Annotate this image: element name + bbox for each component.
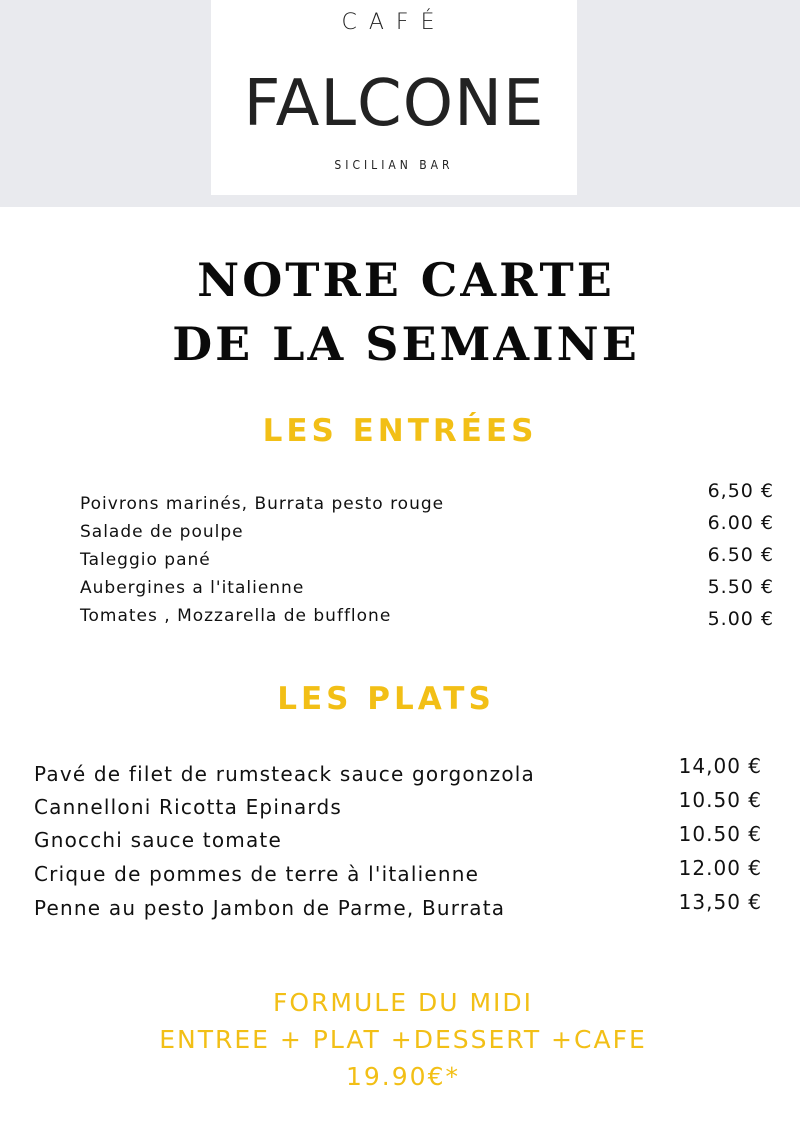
formule-price: 19.90€*	[346, 1062, 460, 1091]
plat-name: Pavé de filet de rumsteack sauce gorgonzola	[34, 762, 535, 786]
entree-price: 5.50 €	[707, 576, 774, 598]
entree-name: Salade de poulpe	[80, 522, 244, 542]
logo-cafe-text: CAFÉ	[341, 10, 447, 35]
formule-content: ENTREE + PLAT +DESSERT +CAFE	[159, 1025, 647, 1054]
entree-price: 6,50 €	[707, 480, 774, 502]
plat-name: Crique de pommes de terre à l'italienne	[34, 862, 480, 886]
entree-name: Tomates , Mozzarella de bufflone	[80, 606, 392, 626]
plat-price: 14,00 €	[678, 754, 762, 778]
entree-price: 6.00 €	[707, 512, 774, 534]
plat-name: Cannelloni Ricotta Epinards	[34, 795, 343, 819]
entree-name: Poivrons marinés, Burrata pesto rouge	[80, 494, 445, 514]
entree-name: Taleggio pané	[80, 550, 211, 570]
formule-du-midi	[0, 984, 800, 1095]
plat-price: 10.50 €	[678, 788, 762, 812]
plat-price: 13,50 €	[678, 890, 762, 914]
plat-price: 10.50 €	[678, 822, 762, 846]
entrees-heading: LES ENTRÉES	[262, 413, 538, 449]
title-line-2: DE LA SEMAINE	[172, 317, 640, 371]
plat-price: 12.00 €	[678, 856, 762, 880]
entree-name: Aubergines a l'italienne	[80, 578, 305, 598]
plats-heading: LES PLATS	[277, 681, 495, 717]
logo-tagline: SICILIAN BAR	[334, 158, 454, 172]
page-title	[0, 248, 800, 376]
logo-name: FALCONE	[243, 67, 545, 141]
formule-title: FORMULE DU MIDI	[272, 988, 534, 1017]
entree-price: 6.50 €	[707, 544, 774, 566]
plat-name: Gnocchi sauce tomate	[34, 828, 282, 852]
logo	[211, 0, 577, 195]
plat-name: Penne au pesto Jambon de Parme, Burrata	[34, 896, 506, 920]
title-line-1: NOTRE CARTE	[197, 253, 615, 307]
entree-price: 5.00 €	[707, 608, 774, 630]
